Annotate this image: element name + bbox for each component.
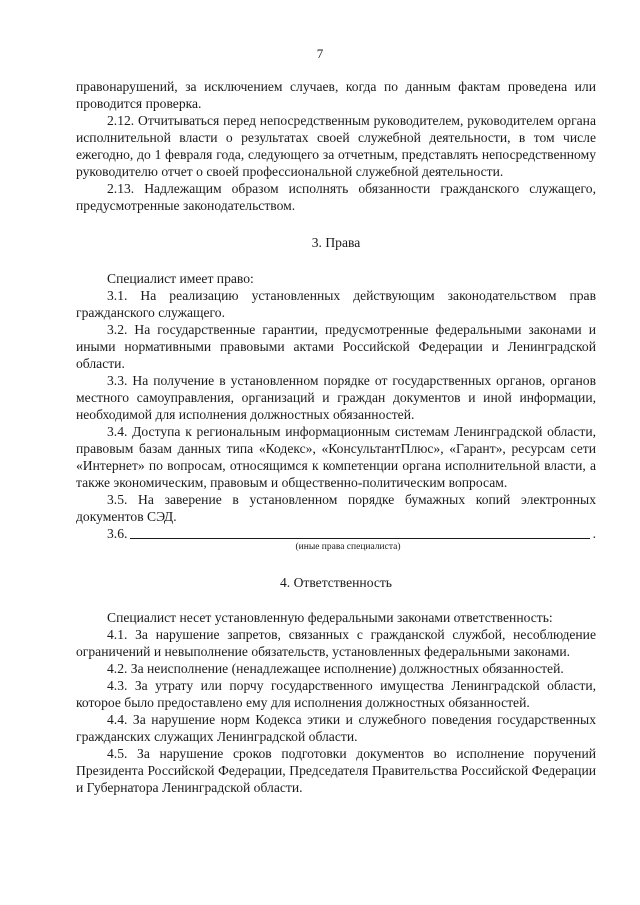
section-3-intro: Специалист имеет право: <box>107 271 254 286</box>
paragraph-3-6-blank <box>76 525 596 542</box>
fill-in-caption: (иные права специалиста) <box>295 542 401 552</box>
fill-in-line <box>130 537 589 539</box>
document-body <box>76 78 596 796</box>
paragraph-4-2: 4.2. За неисполнение (ненадлежащее исполнение) должностных обязанностей. <box>107 661 564 676</box>
paragraph-3-3: 3.3. На получение в установленном порядке от государственных органов, органов местного самоуправления, организаций и граждан документов и иной информации, необходимой для исполнения должностных обязанностей. <box>76 373 596 422</box>
paragraph-3-1: 3.1. На реализацию установленных действующим законодательством прав гражданского служащего. <box>76 288 596 320</box>
paragraph-3-5: 3.5. На заверение в установленном порядке бумажных копий электронных документов СЭД. <box>76 492 596 524</box>
paragraph-2-12: 2.12. Отчитываться перед непосредственным руководителем, руководителем органа исполнительной власти о результатах своей служебной деятельности, в том числе ежегодно, до 1 февраля года, следующего за отчетным, представлять непосредственному руководителю отчет о своей профессиональной служебной деятельности. <box>76 113 596 179</box>
paragraph-3-2: 3.2. На государственные гарантии, предусмотренные федеральными законами и иными нормативными правовыми актами Российской Федерации и Ленинградской области. <box>76 322 596 371</box>
section-4-heading: 4. Ответственность <box>279 575 393 590</box>
section-3-heading: 3. Права <box>311 235 361 250</box>
paragraph-4-4: 4.4. За нарушение норм Кодекса этики и служебного поведения государственных гражданских служащих Ленинградской области. <box>76 712 596 744</box>
paragraph-3-4: 3.4. Доступа к региональным информационным системам Ленинградской области, правовым базам данных типа «Кодекс», «КонсультантПлюс», «Гарант», ресурсам сети «Интернет» по вопросам, относящимся к компетенции органа исполнительной власти, а также экономическим, правовым и общественно-политическим вопросам. <box>76 424 596 490</box>
page-number: 7 <box>316 46 324 61</box>
paragraph-4-5: 4.5. За нарушение сроков подготовки документов во исполнение поручений Президента Российской Федерации, Председателя Правительства Российской Федерации и Губернатора Ленинградской области. <box>76 746 596 795</box>
paragraph-2-13: 2.13. Надлежащим образом исполнять обязанности гражданского служащего, предусмотренные законодательством. <box>76 181 596 213</box>
paragraph-3-6-number: 3.6. <box>107 526 128 541</box>
paragraph-4-3: 4.3. За утрату или порчу государственного имущества Ленинградской области, которое было предоставлено ему для исполнения должностных обязанностей. <box>76 678 596 710</box>
paragraph-2-11-continuation: правонарушений, за исключением случаев, когда по данным фактам проведена или проводится проверка. <box>76 79 596 111</box>
fill-in-end: . <box>592 526 596 541</box>
paragraph-4-1: 4.1. За нарушение запретов, связанных с гражданской службой, несоблюдение ограничений и невыполнение обязательств, установленных федеральными законами. <box>76 627 596 659</box>
section-4-intro: Специалист несет установленную федеральными законами ответственность: <box>107 610 553 625</box>
